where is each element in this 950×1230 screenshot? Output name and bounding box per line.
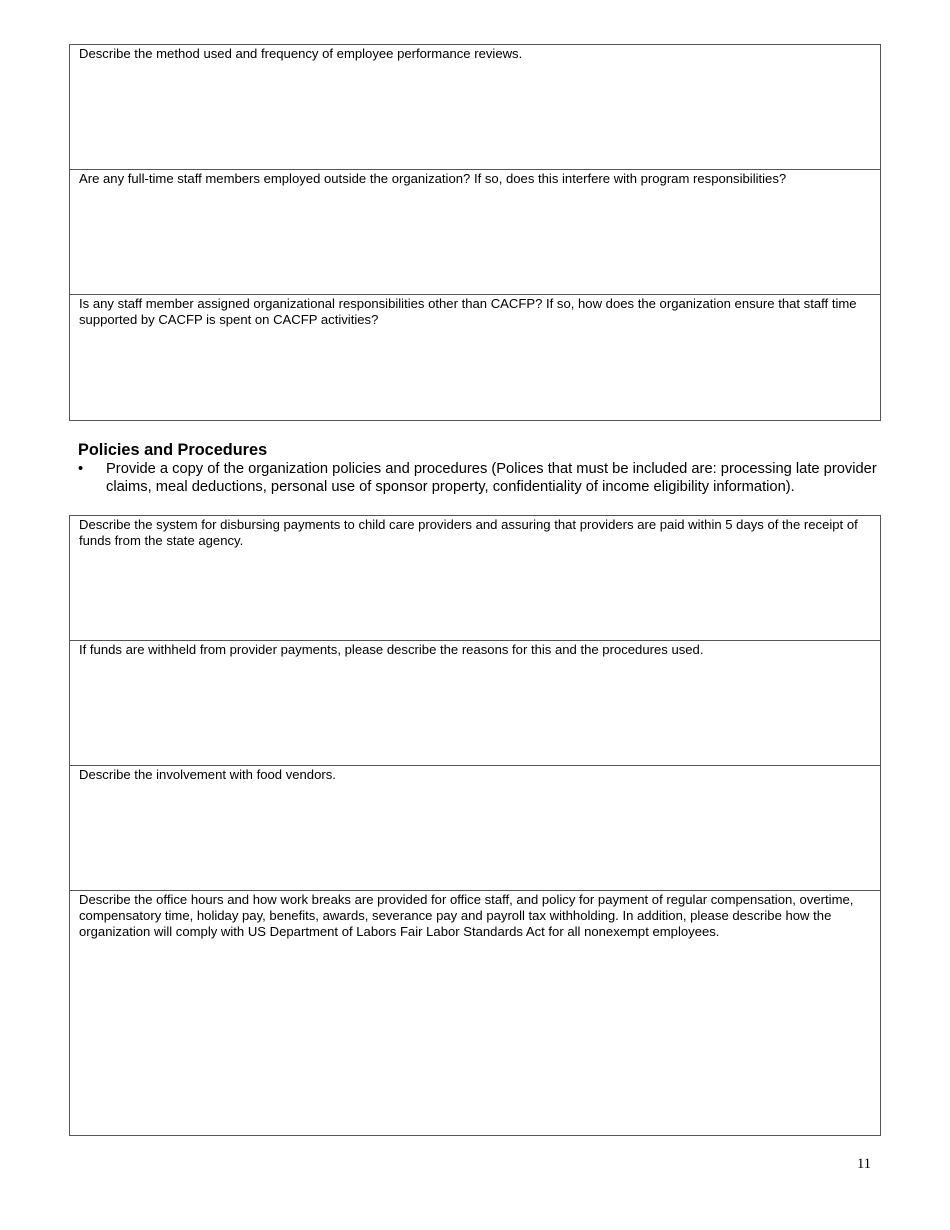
question-text: Is any staff member assigned organizational responsibilities other than CACFP? If so, how does the organization ensure that staff time supported by CACFP is spent on CACFP activities?	[79, 296, 857, 327]
page-number: 11	[857, 1156, 871, 1172]
policies-questions-table	[69, 515, 881, 1136]
disbursing-payments-field[interactable]	[70, 516, 880, 641]
bullet-item	[78, 461, 878, 496]
food-vendors-field[interactable]	[70, 766, 880, 891]
performance-reviews-field[interactable]	[70, 45, 880, 170]
other-responsibilities-field[interactable]	[70, 295, 880, 420]
withheld-funds-field[interactable]	[70, 641, 880, 766]
bullet-text: Provide a copy of the organization policies and procedures (Polices that must be included are: processing late provider claims, meal deductions, personal use of sponsor property, confidentiality of income eligibility information).	[106, 461, 877, 495]
question-text: Describe the office hours and how work breaks are provided for office staff, and policy for payment of regular compensation, overtime, compensatory time, holiday pay, benefits, awards, severance pay and payroll tax withholding. In addition, please describe how the organization will comply with US Department of Labors Fair Labor Standards Act for all nonexempt employees.	[79, 892, 854, 939]
staff-questions-table	[69, 44, 881, 421]
question-text: Describe the method used and frequency of employee performance reviews.	[79, 46, 523, 61]
question-text: Are any full-time staff members employed outside the organization? If so, does this interfere with program responsibilities?	[79, 171, 787, 186]
bullet-icon: •	[78, 461, 84, 477]
question-text: Describe the involvement with food vendors.	[79, 767, 336, 782]
office-hours-field[interactable]	[70, 891, 880, 1135]
question-text: If funds are withheld from provider payments, please describe the reasons for this and the procedures used.	[79, 642, 704, 657]
section-title: Policies and Procedures	[78, 441, 268, 459]
question-text: Describe the system for disbursing payments to child care providers and assuring that providers are paid within 5 days of the receipt of funds from the state agency.	[79, 517, 858, 548]
outside-employment-field[interactable]	[70, 170, 880, 295]
